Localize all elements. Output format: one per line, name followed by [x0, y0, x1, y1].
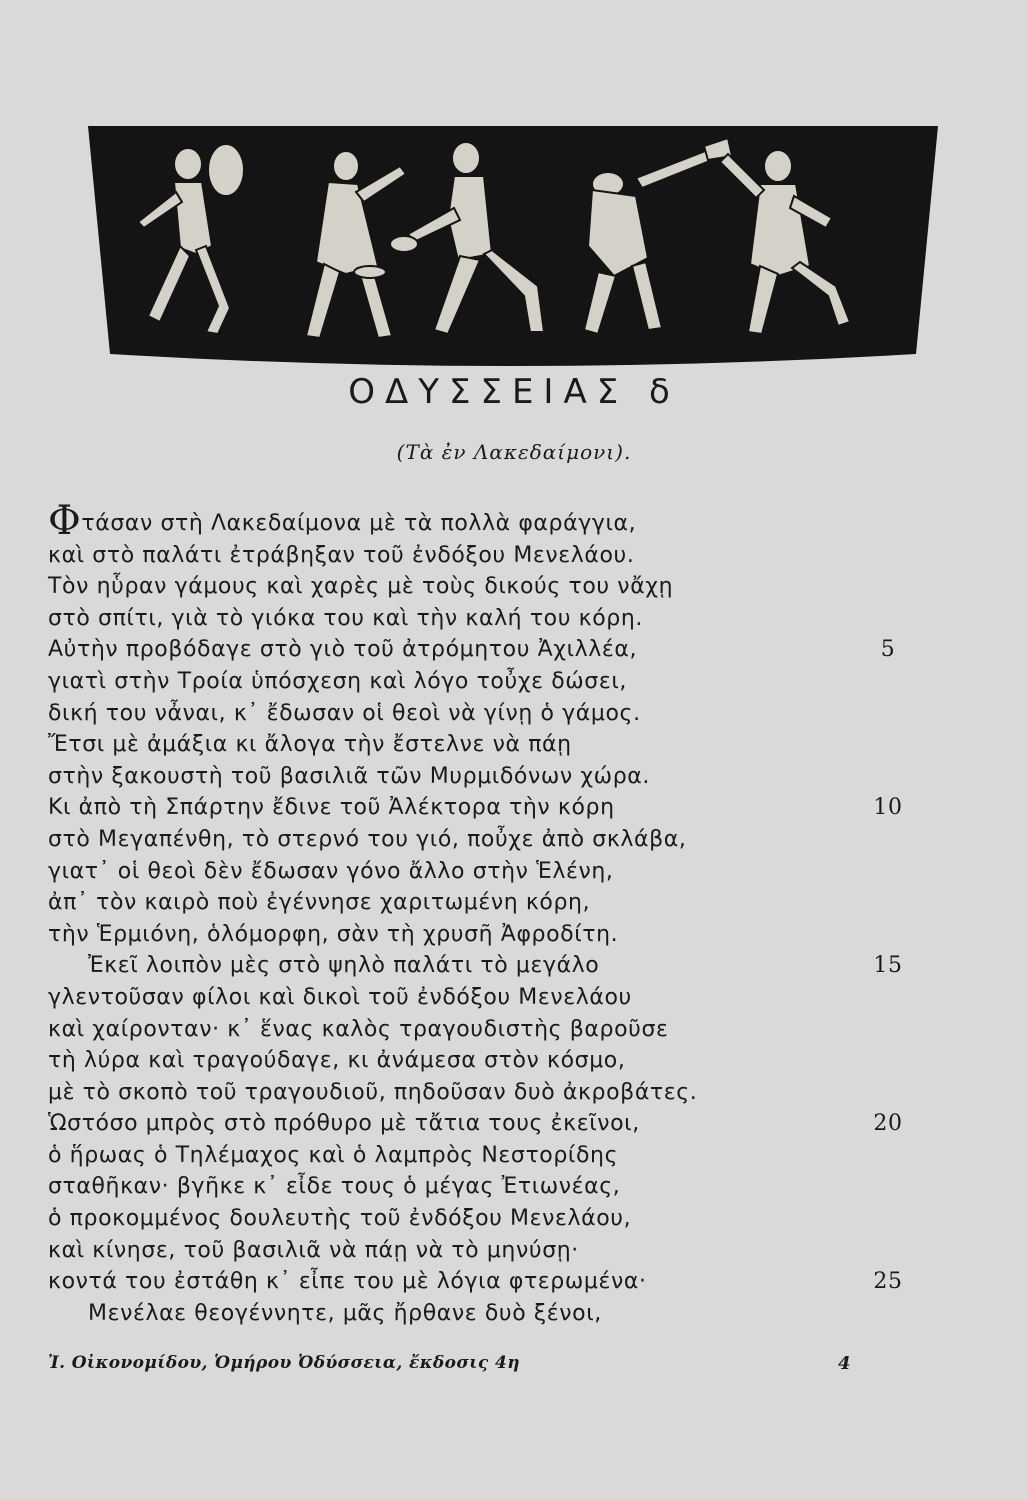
vase-frieze-illustration [88, 126, 938, 366]
verse-line [48, 1235, 928, 1267]
verse-text: Ὡστόσο μπρὸς στὸ πρόθυρο μὲ τἄτια τους ἐκεῖνοι, [48, 1111, 640, 1137]
verse-text: ὁ ἥρωας ὁ Τηλέμαχος καὶ ὁ λαμπρὸς Νεστορίδης [48, 1142, 619, 1168]
verse-line [48, 666, 928, 698]
verse-text: γιατὶ στὴν Τροία ὑπόσχεση καὶ λόγο τοὖχε δώσει, [48, 668, 627, 694]
verse-block [48, 498, 928, 1329]
verse-line [48, 1140, 928, 1172]
verse-line [48, 1077, 928, 1109]
verse-text: καὶ χαίρονταν· κ᾿ ἕνας καλὸς τραγουδιστὴς βαροῦσε [48, 1016, 669, 1042]
verse-line [48, 1014, 928, 1046]
verse-text: στὸ σπίτι, γιὰ τὸ γιόκα του καὶ τὴν καλή του κόρη. [48, 605, 643, 631]
verse-text: στὴν ξακουστὴ τοῦ βασιλιᾶ τῶν Μυρμιδόνων χώρα. [48, 763, 650, 789]
verse-line [48, 1203, 928, 1235]
chapter-subtitle: (Τὰ ἐν Λακεδαίμονι). [396, 440, 632, 464]
verse-text: Τὸν ηὗραν γάμους καὶ χαρὲς μὲ τοὺς δικούς του νἄχῃ [48, 574, 674, 600]
verse-line [48, 792, 928, 824]
page-number: 4 [838, 1353, 851, 1374]
verse-line [48, 982, 928, 1014]
line-number: 10 [873, 795, 903, 821]
verse-text: καὶ κίνησε, τοῦ βασιλιᾶ νὰ πάῃ νὰ τὸ μηνύσῃ· [48, 1237, 579, 1263]
verse-text: Κι ἀπὸ τὴ Σπάρτην ἔδινε τοῦ Ἀλέκτορα τὴν κόρη [48, 795, 615, 821]
verse-text: ἀπ᾿ τὸν καιρὸ ποὺ ἐγέννησε χαριτωμένη κόρη, [48, 890, 591, 916]
line-number: 15 [873, 953, 903, 979]
verse-text: δική του νἆναι, κ᾿ ἔδωσαν οἱ θεοὶ νὰ γίνῃ ὁ γάμος. [48, 700, 641, 726]
verse-text: σταθῆκαν· βγῆκε κ᾿ εἶδε τους ὁ μέγας Ἐτιωνέας, [48, 1174, 621, 1200]
verse-text: Μενέλαε θεογέννητε, μᾶς ἤρθανε δυὸ ξένοι, [88, 1300, 602, 1326]
verse-text: Αὐτὴν προβόδαγε στὸ γιὸ τοῦ ἀτρόμητου Ἀχιλλέα, [48, 637, 638, 663]
verse-line [48, 634, 928, 666]
verse-text: τὴ λύρα καὶ τραγούδαγε, κι ἀνάμεσα στὸν κόσμο, [48, 1048, 626, 1074]
line-number: 20 [873, 1111, 903, 1137]
verse-line [48, 1266, 928, 1298]
verse-text: τὴν Ἑρμιόνη, ὁλόμορφη, σὰν τὴ χρυσῆ Ἀφροδίτη. [48, 921, 619, 947]
line-number: 25 [873, 1269, 903, 1295]
verse-line-first [48, 498, 928, 544]
verse-text: τάσαν στὴ Λακεδαίμονα μὲ τὰ πολλὰ φαράγγια, [81, 511, 637, 536]
verse-line [48, 761, 928, 793]
verse-line [48, 856, 928, 888]
verse-line [48, 603, 928, 635]
line-number: 5 [880, 637, 896, 663]
verse-line [48, 1171, 928, 1203]
verse-line [48, 919, 928, 951]
verse-line [48, 540, 928, 572]
verse-text: Ἐκεῖ λοιπὸν μὲς στὸ ψηλὸ παλάτι τὸ μεγάλο [88, 953, 600, 979]
verse-text: κοντά του ἐστάθη κ᾿ εἶπε του μὲ λόγια φτερωμένα· [48, 1269, 647, 1295]
greek-vase-frieze-icon [88, 126, 938, 366]
verse-text: γιατ᾿ οἱ θεοὶ δὲν ἔδωσαν γόνο ἄλλο στὴν Ἑλένη, [48, 858, 614, 884]
footer-citation: Ἰ. Οἰκονομίδου, Ὁμήρου Ὀδύσσεια, ἔκδοσις 4η [48, 1353, 520, 1373]
verse-line [48, 729, 928, 761]
verse-text: στὸ Μεγαπένθη, τὸ στερνό του γιό, ποὖχε ἀπὸ σκλάβα, [48, 826, 687, 852]
verse-line [48, 698, 928, 730]
chapter-title: ΟΔΥΣΣΕΙΑΣ δ [348, 372, 680, 412]
verse-line [48, 887, 928, 919]
verse-text: Ἔτσι μὲ ἀμάξια κι ἄλογα τὴν ἔστελνε νὰ πάῃ [48, 732, 572, 758]
verse-line [48, 1298, 928, 1330]
verse-text: μὲ τὸ σκοπὸ τοῦ τραγουδιοῦ, πηδοῦσαν δυὸ ἀκροβάτες. [48, 1079, 698, 1105]
verse-line [48, 1108, 928, 1140]
verse-line [48, 1045, 928, 1077]
verse-text: καὶ στὸ παλάτι ἐτράβηξαν τοῦ ἐνδόξου Μενελάου. [48, 542, 635, 568]
verse-line [48, 950, 928, 982]
verse-line [48, 824, 928, 856]
drop-cap: Φ [48, 498, 82, 544]
verse-line [48, 571, 928, 603]
verse-text: γλεντοῦσαν φίλοι καὶ δικοὶ τοῦ ἐνδόξου Μενελάου [48, 984, 632, 1010]
verse-text: ὁ προκομμένος δουλευτὴς τοῦ ἐνδόξου Μενελάου, [48, 1206, 632, 1232]
